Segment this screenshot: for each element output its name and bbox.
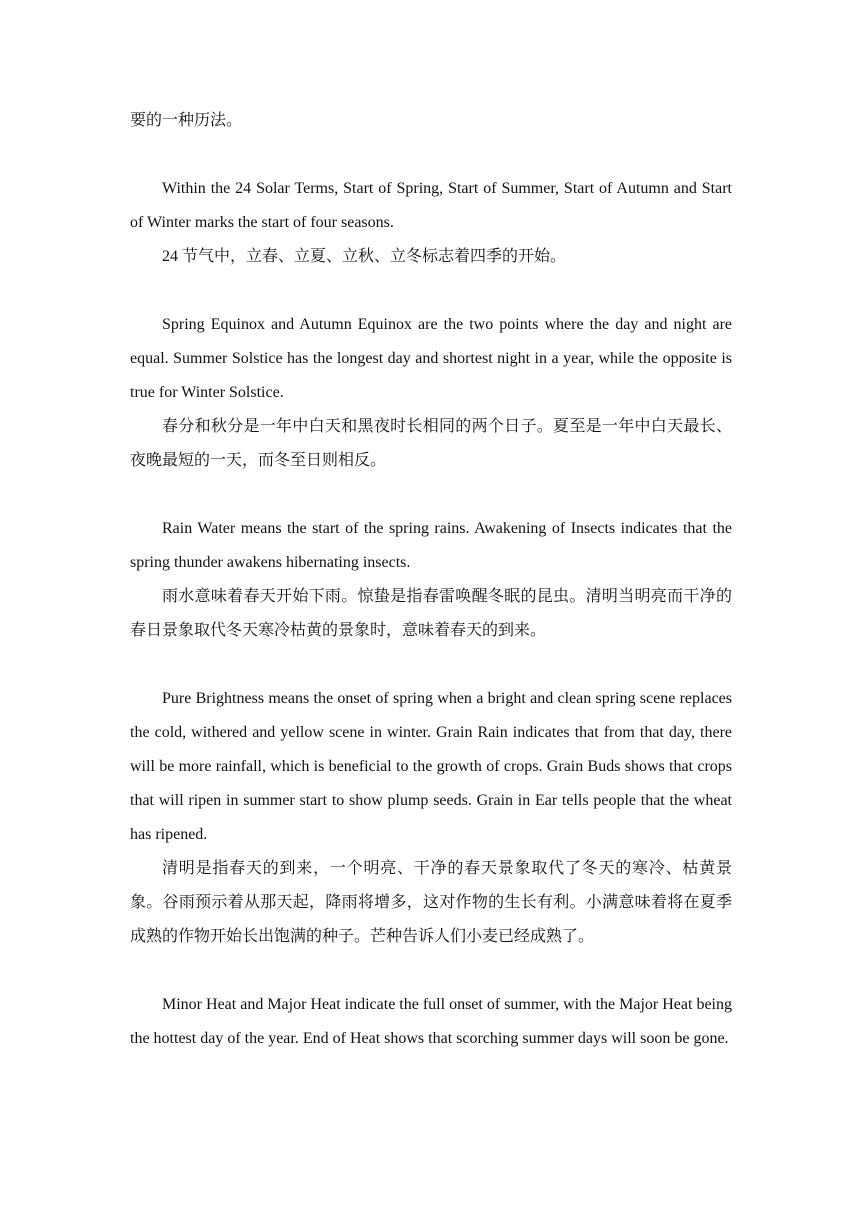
paragraph-gap bbox=[130, 648, 732, 682]
paragraph-pure-brightness-zh: 清明是指春天的到来，一个明亮、干净的春天景象取代了冬天的寒冷、枯黄景象。谷雨预示着从那天起，降雨将增多，这对作物的生长有利。小满意味着将在夏季成熟的作物开始长出饱满的种子。芒种告诉人们小麦已经成熟了。 bbox=[130, 860, 732, 945]
paragraph-four-seasons-en: Within the 24 Solar Terms, Start of Spring, Start of Summer, Start of Autumn and Start of Winter marks the start of four seasons. bbox=[130, 180, 732, 231]
paragraph-rain-water-zh: 雨水意味着春天开始下雨。惊蛰是指春雷唤醒冬眠的昆虫。清明当明亮而干净的春日景象取代冬天寒冷枯黄的景象时，意味着春天的到来。 bbox=[130, 588, 732, 639]
paragraph-pure-brightness-en: Pure Brightness means the onset of spring when a bright and clean spring scene replaces the cold, withered and yellow scene in winter. Grain Rain indicates that from that day, there will be more rainfall, which is beneficial to the growth of crops. Grain Buds shows that crops that will ripen in summer start to show plump seeds. Grain in Ear tells people that the wheat has ripened. bbox=[130, 690, 732, 843]
paragraph-four-seasons-zh: 24 节气中，立春、立夏、立秋、立冬标志着四季的开始。 bbox=[162, 248, 567, 265]
paragraph-gap bbox=[130, 954, 732, 988]
paragraph-continuation-zh: 要的一种历法。 bbox=[130, 112, 243, 129]
paragraph-equinox-zh: 春分和秋分是一年中白天和黑夜时长相同的两个日子。夏至是一年中白天最长、夜晚最短的一天，而冬至日则相反。 bbox=[130, 418, 732, 469]
paragraph-heat-en: Minor Heat and Major Heat indicate the full onset of summer, with the Major Heat being the hottest day of the year. End of Heat shows that scorching summer days will soon be gone. bbox=[130, 996, 732, 1047]
paragraph-equinox-en: Spring Equinox and Autumn Equinox are the two points where the day and night are equal. Summer Solstice has the longest day and shortest night in a year, while the opposite is true for Winter Solstice. bbox=[130, 316, 732, 401]
document-body bbox=[130, 104, 732, 1056]
paragraph-gap bbox=[130, 138, 732, 172]
paragraph-rain-water-en: Rain Water means the start of the spring rains. Awakening of Insects indicates that the spring thunder awakens hibernating insects. bbox=[130, 520, 732, 571]
paragraph-gap bbox=[130, 274, 732, 308]
paragraph-gap bbox=[130, 478, 732, 512]
